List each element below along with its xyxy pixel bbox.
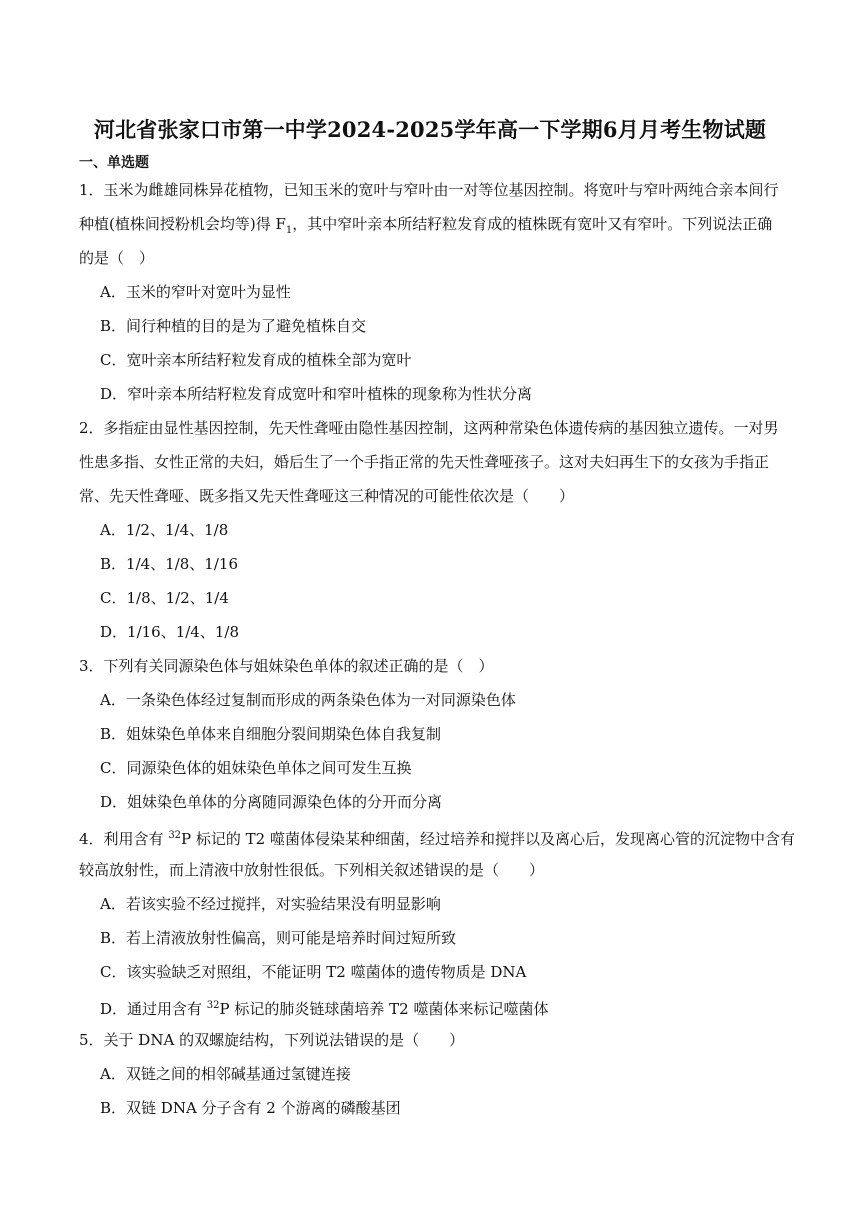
question-2-line-1: 2．多指症由显性基因控制，先天性聋哑由隐性基因控制，这两种常染色体遗传病的基因独立遗传。一对男: [79, 419, 779, 437]
question-3-option-c: C．同源染色体的姐妹染色单体之间可发生互换: [100, 759, 412, 777]
question-1-option-a: A．玉米的窄叶对宽叶为显性: [100, 283, 291, 301]
question-2-option-d: D．1/16、1/4、1/8: [100, 623, 239, 641]
question-4-option-a: A．若该实验不经过搅拌，对实验结果没有明显影响: [100, 895, 441, 913]
page-title: 河北省张家口市第一中学2024-2025学年高一下学期6月月考生物试题: [93, 117, 767, 142]
question-1-option-d: D．窄叶亲本所结籽粒发育成宽叶和窄叶植株的现象称为性状分离: [100, 385, 533, 403]
section-heading: 一、单选题: [79, 155, 149, 171]
question-4-option-d: D．通过用含有 $^{32}$P 标记的肺炎链球菌培养 T2 噬菌体来标记噬菌体: [100, 1000, 549, 1018]
question-2-line-2: 性患多指、女性正常的夫妇，婚后生了一个手指正常的先天性聋哑孩子。这对夫妇再生下的女孩为手指正: [79, 453, 770, 471]
question-4-option-b: B．若上清液放射性偏高，则可能是培养时间过短所致: [100, 929, 457, 947]
question-1-option-b: B．间行种植的目的是为了避免植株自交: [100, 317, 367, 335]
question-3-option-d: D．姐妹染色单体的分离随同源染色体的分开而分离: [100, 793, 443, 811]
question-3-line-1: 3．下列有关同源染色体与姐妹染色单体的叙述正确的是（ ）: [79, 657, 494, 675]
question-2-option-b: B．1/4、1/8、1/16: [100, 555, 238, 573]
question-5-option-a: A．双链之间的相邻碱基通过氢键连接: [100, 1065, 351, 1083]
question-1-line-3: 的是（ ）: [79, 249, 155, 267]
question-1-option-c: C．宽叶亲本所结籽粒发育成的植株全部为宽叶: [100, 351, 412, 369]
question-1-line-2: 种植(植株间授粉机会均等)得 $F_1$，其中窄叶亲本所结籽粒发育成的植株既有宽叶又有窄叶。下列说法正确: [79, 215, 773, 236]
question-2-option-a: A．1/2、1/4、1/8: [100, 521, 229, 539]
question-2-option-c: C．1/8、1/2、1/4: [100, 589, 229, 607]
superscript: 32: [206, 1000, 220, 1011]
question-4-line-1: 4．利用含有 $^{32}$P 标记的 T2 噬菌体侵染某种细菌，经过培养和搅拌以及离心后，发现离心管的沉淀物中含有: [79, 830, 795, 848]
question-4-option-c: C．该实验缺乏对照组，不能证明 T2 噬菌体的遗传物质是 DNA: [100, 963, 527, 981]
question-1-line-1: 1．玉米为雌雄同株异花植物，已知玉米的宽叶与窄叶由一对等位基因控制。将宽叶与窄叶两纯合亲本间行: [79, 181, 779, 199]
question-2-line-3: 常、先天性聋哑、既多指又先天性聋哑这三种情况的可能性依次是（ ）: [79, 487, 575, 505]
question-4-line-2: 较高放射性，而上清液中放射性很低。下列相关叙述错误的是（ ）: [79, 861, 545, 879]
question-3-option-b: B．姐妹染色单体来自细胞分裂间期染色体自我复制: [100, 725, 442, 743]
subscript: 1: [285, 225, 293, 236]
question-5-line-1: 5．关于 DNA 的双螺旋结构，下列说法错误的是（ ）: [79, 1031, 465, 1049]
question-5-option-b: B．双链 DNA 分子含有 2 个游离的磷酸基团: [100, 1099, 401, 1117]
superscript: 32: [168, 830, 182, 841]
question-3-option-a: A．一条染色体经过复制而形成的两条染色体为一对同源染色体: [100, 691, 516, 709]
